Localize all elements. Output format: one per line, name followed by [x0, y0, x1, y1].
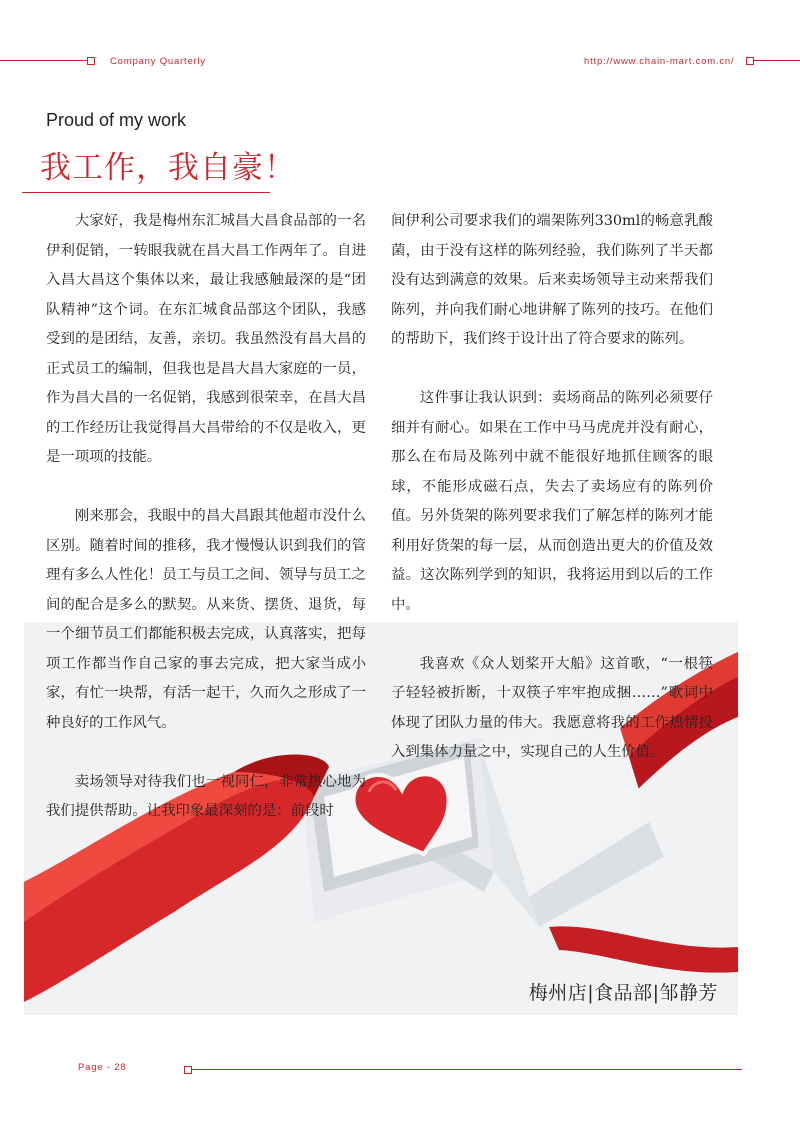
- header-rule-right: [754, 60, 800, 61]
- article-column-left: [46, 207, 366, 827]
- title-underline: [22, 192, 270, 193]
- paragraph: 大家好，我是梅州东汇城昌大昌食品部的一名伊利促销，一转眼我就在昌大昌工作两年了。自进入昌大昌这个集体以来，最让我感触最深的是“团队精神”这个词。在东汇城食品部这个团队，我感受到的是团结，友善，亲切。我虽然没有昌大昌的正式员工的编制，但我也是昌大昌大家庭的一员，作为昌大昌的一名促销，我感到很荣幸，在昌大昌的工作经历让我觉得昌大昌带给的不仅是收入，更是一项项的技能。: [46, 213, 366, 465]
- paragraph: 刚来那会，我眼中的昌大昌跟其他超市没什么区别。随着时间的推移，我才慢慢认识到我们的管理有多么人性化！员工与员工之间、领导与员工之间的配合是多么的默契。从来货、摆货、退货，每一个细节员工们都能积极去完成，认真落实，把每项工作都当作自己家的事去完成，把大家当成小家，有忙一块帮，有活一起干，久而久之形成了一种良好的工作风气。: [46, 508, 366, 731]
- paragraph: 这件事让我认识到：卖场商品的陈列必须要仔细并有耐心。如果在工作中马马虎虎并没有耐心，那么在布局及陈列中就不能很好地抓住顾客的眼球，不能形成磁石点，失去了卖场应有的陈列价值。另外货架的陈列要求我们了解怎样的陈列才能利用好货架的每一层，从而创造出更大的价值及效益。这次陈列学到的知识，我将运用到以后的工作中。: [391, 390, 713, 613]
- article-title: 我工作，我自豪！: [40, 150, 296, 186]
- paragraph: 卖场领导对待我们也一视同仁，非常热心地为我们提供帮助。让我印象最深刻的是：前段时: [46, 773, 366, 819]
- article-column-right: [391, 207, 713, 768]
- paragraph: 我喜欢《众人划桨开大船》这首歌，“一根筷子轻轻被折断，十双筷子牢牢抱成捆……”歌词中体现了团队力量的伟大。我愿意将我的工作热情投入到集体力量之中，实现自己的人生价值。: [391, 655, 713, 760]
- publication-name: Company Quarterly: [110, 56, 206, 67]
- header-marker-left: [87, 57, 95, 65]
- header-rule-left: [0, 60, 88, 61]
- paragraph: 间伊利公司要求我们的端架陈列330ml的畅意乳酸菌，由于没有这样的陈列经验，我们陈列了半天都没有达到满意的效果。后来卖场领导主动来帮我们陈列，并向我们耐心地讲解了陈列的技巧。在他们的帮助下，我们终于设计出了符合要求的陈列。: [391, 213, 713, 347]
- footer-marker: [184, 1066, 192, 1074]
- author-signature: 梅州店|食品部|邹静芳: [528, 982, 718, 1004]
- article-subtitle: Proud of my work: [46, 110, 187, 130]
- page-number: Page - 28: [78, 1062, 127, 1073]
- header-marker-right: [746, 57, 754, 65]
- footer-rule: [192, 1069, 742, 1070]
- header-url[interactable]: http://www.chain-mart.com.cn/: [584, 56, 735, 67]
